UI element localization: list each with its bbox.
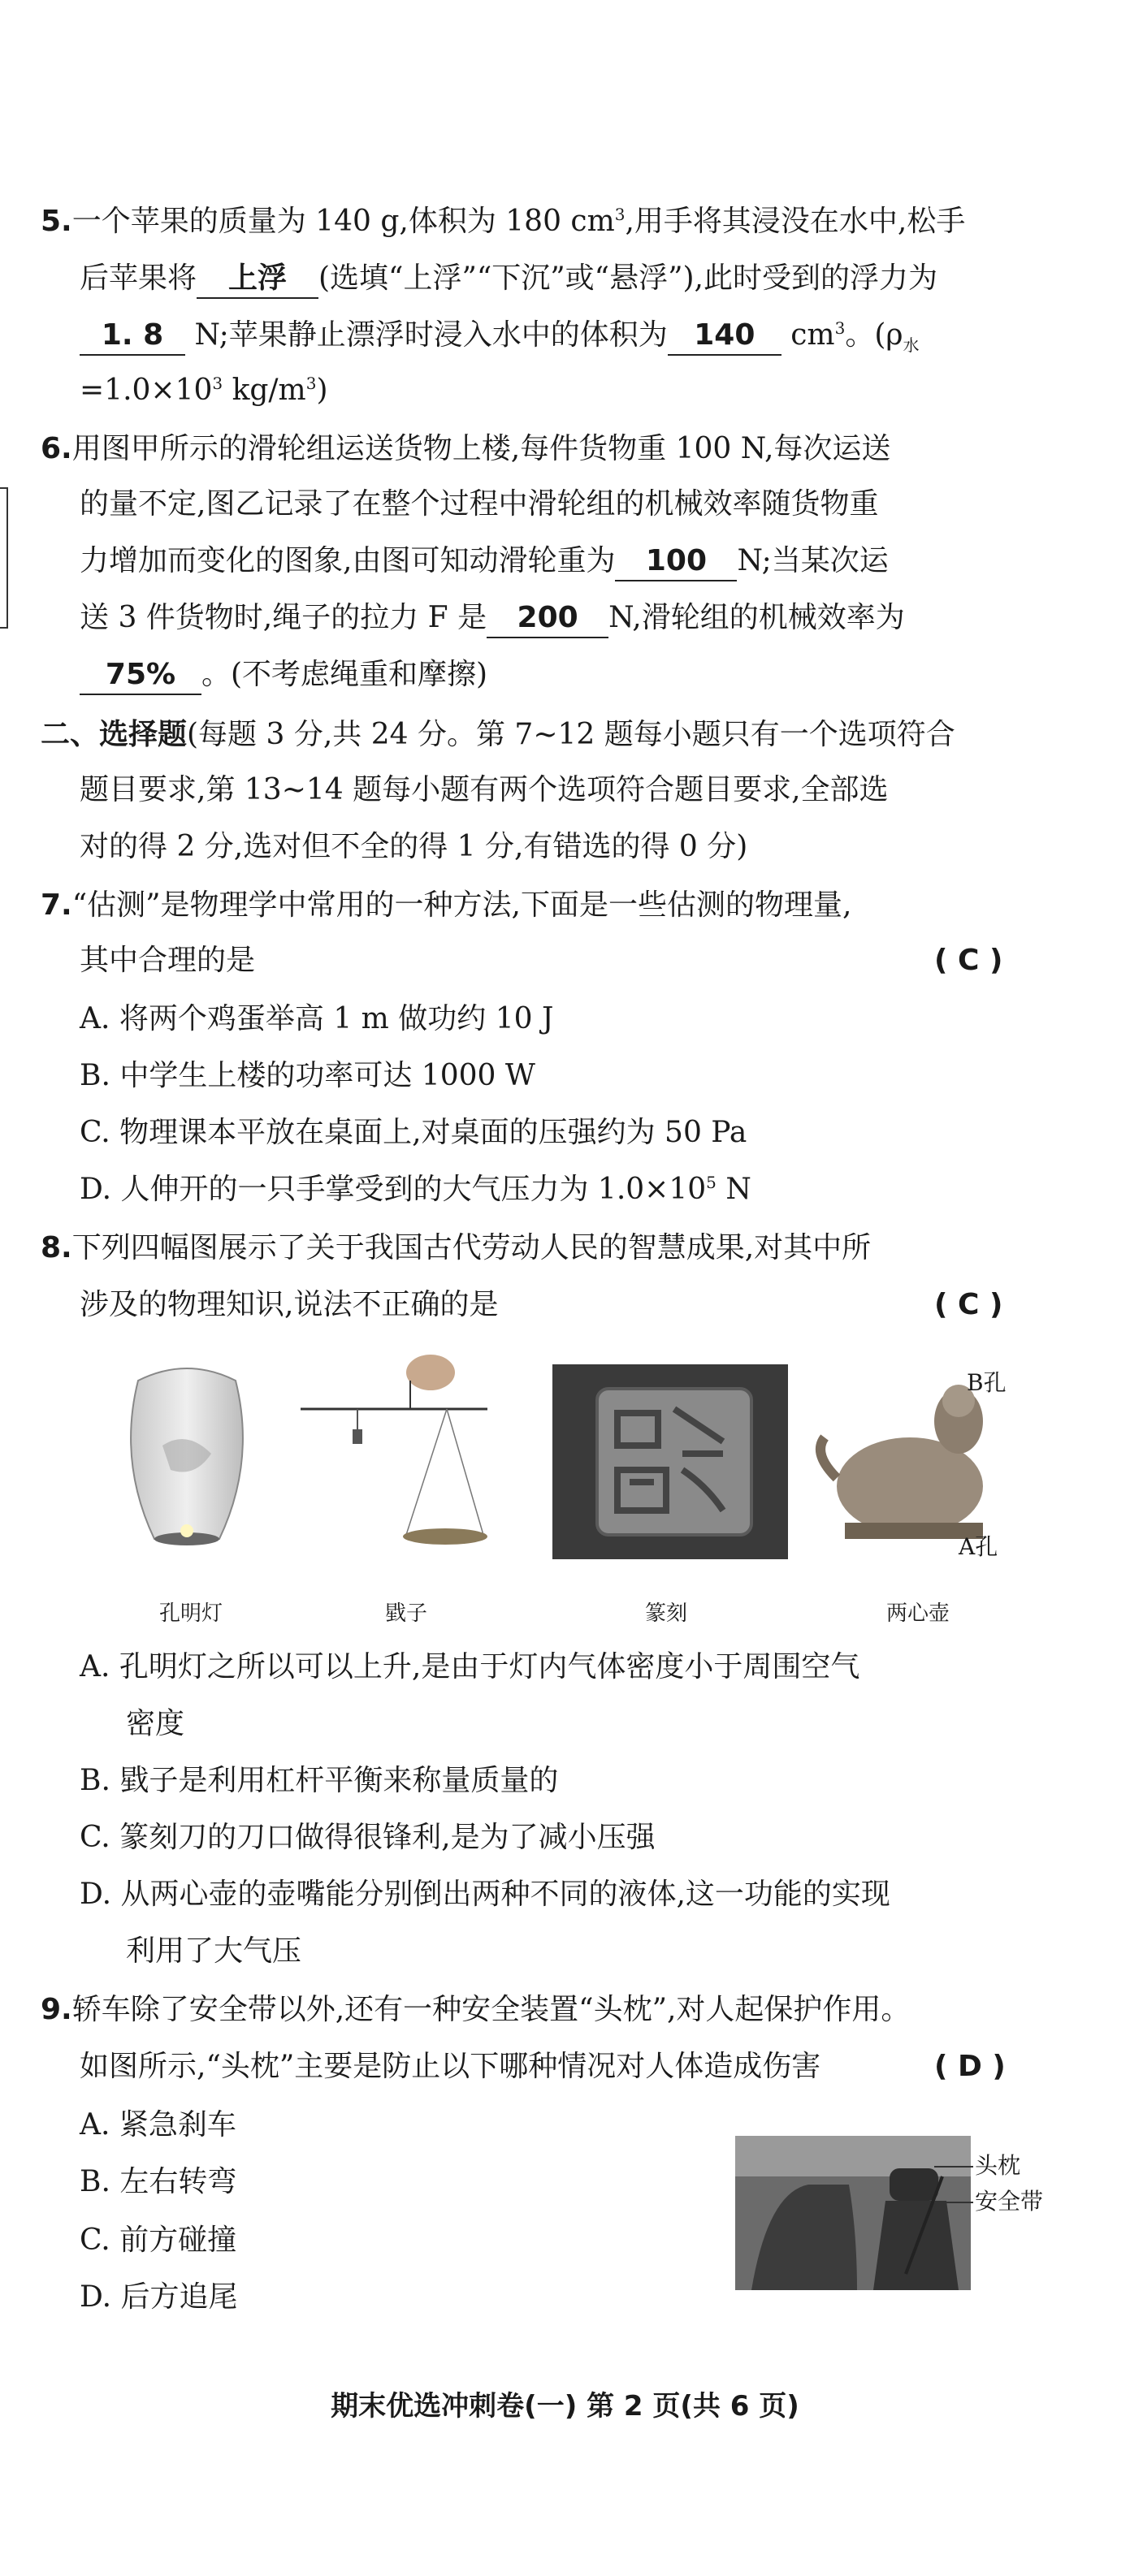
label-seatbelt: 安全带 — [975, 2188, 1044, 2215]
q9-answer: ( D ) — [934, 2050, 1006, 2083]
q8-number: 8. — [41, 1231, 72, 1264]
q7-option-b: B. 中学生上楼的功率可达 1000 W — [80, 1059, 535, 1092]
q7-answer: ( C ) — [934, 944, 1003, 977]
q6-answer-2: 200 — [487, 599, 608, 638]
q5-line2: 后苹果将 上浮 (选填“上浮”“下沉”或“悬浮”),此时受到的浮力为 — [80, 260, 937, 299]
q8-line1: 8.下列四幅图展示了关于我国古代劳动人民的智慧成果,对其中所 — [41, 1231, 872, 1264]
q9-option-b: B. 左右转弯 — [80, 2165, 237, 2198]
q9-option-d: D. 后方追尾 — [80, 2280, 238, 2314]
q6-answer-3: 75% — [80, 656, 201, 695]
q5-line1: 5.一个苹果的质量为 140 g,体积为 180 $cm^3$,用手将其浸没在水中,松手 — [41, 205, 966, 238]
q9-number: 9. — [41, 1993, 72, 2026]
q7-number: 7. — [41, 888, 72, 922]
q8-option-d-line1: D. 从两心壶的壶嘴能分别倒出两种不同的液体,这一功能的实现 — [80, 1878, 890, 1911]
q5-answer-1: 上浮 — [197, 260, 318, 299]
q7-option-d: D. 人伸开的一只手掌受到的大气压力为 $1.0\times 10^5$ N — [80, 1173, 751, 1206]
q8-option-b: B. 戥子是利用杠杆平衡来称量质量的 — [80, 1764, 559, 1797]
page-footer: 期末优选冲刺卷(一) 第 2 页(共 6 页) — [331, 2390, 799, 2423]
q5-line4: $=1.0\times 10^3$ $kg/m^3$) — [80, 374, 328, 407]
teapot-label-a-hole: A孔 — [959, 1533, 998, 1560]
caption-teapot: 两心壶 — [885, 1601, 950, 1626]
q6-answer-1: 100 — [615, 542, 737, 581]
q6-line5: 75% 。(不考虑绳重和摩擦) — [80, 656, 487, 695]
teapot-label-b-hole: B孔 — [967, 1369, 1007, 1396]
caption-seal: 篆刻 — [644, 1601, 687, 1626]
q7-option-c: C. 物理课本平放在桌面上,对桌面的压强约为 50 Pa — [80, 1116, 747, 1149]
section2-line3: 对的得 2 分,选对但不全的得 1 分,有错选的得 0 分) — [80, 830, 748, 863]
q6-line2: 的量不定,图乙记录了在整个过程中滑轮组的机械效率随货物重 — [80, 487, 879, 521]
caption-dengzi: 戥子 — [384, 1601, 427, 1626]
q8-option-a-line1: A. 孔明灯之所以可以上升,是由于灯内气体密度小于周围空气 — [80, 1650, 860, 1683]
q6-line1: 6.用图甲所示的滑轮组运送货物上楼,每件货物重 100 N,每次运送 — [41, 432, 891, 465]
q6-line4: 送 3 件货物时,绳子的拉力 F 是 200 N,滑轮组的机械效率为 — [80, 599, 905, 638]
section2-line2: 题目要求,第 13~14 题每小题有两个选项符合题目要求,全部选 — [80, 773, 889, 806]
q7-option-a: A. 将两个鸡蛋举高 1 m 做功约 10 J — [80, 1002, 554, 1035]
dengzi-balance-image — [292, 1348, 496, 1559]
q5-line3: 1. 8 N;苹果静止漂浮时浸入水中的体积为 140 $cm^3$。($\rho_水$ — [80, 317, 920, 356]
seal-carving-image — [552, 1364, 788, 1559]
q9-option-a: A. 紧急刹车 — [80, 2108, 236, 2142]
q8-option-d-line2: 利用了大气压 — [126, 1934, 302, 1968]
q5-answer-2: 1. 8 — [80, 317, 185, 356]
q9-line1: 9.轿车除了安全带以外,还有一种安全装置“头枕”,对人起保护作用。 — [41, 1993, 911, 2026]
q9-option-c: C. 前方碰撞 — [80, 2224, 237, 2257]
q5-number: 5. — [41, 205, 72, 238]
q5-answer-3: 140 — [668, 317, 781, 356]
q8-answer: ( C ) — [934, 1288, 1003, 1321]
two-heart-teapot-image — [812, 1372, 1024, 1551]
q6-line3: 力增加而变化的图象,由图可知动滑轮重为 100 N;当某次运 — [80, 542, 889, 581]
q8-option-a-line2: 密度 — [126, 1707, 185, 1740]
q9-line2: 如图所示,“头枕”主要是防止以下哪种情况对人体造成伤害 — [80, 2050, 821, 2083]
q8-line2: 涉及的物理知识,说法不正确的是 — [80, 1288, 499, 1321]
label-headrest: 头枕 — [975, 2152, 1021, 2179]
kongming-lantern-image — [114, 1364, 260, 1559]
q7-line2: 其中合理的是 — [80, 944, 256, 977]
q8-option-c: C. 篆刻刀的刀口做得很锋利,是为了减小压强 — [80, 1821, 656, 1854]
margin-bracket — [0, 487, 8, 629]
q6-number: 6. — [41, 432, 72, 465]
section2-line1: 二、选择题(每题 3 分,共 24 分。第 7~12 题每小题只有一个选项符合 — [41, 718, 955, 751]
section2-title: 二、选择题 — [41, 718, 188, 751]
q7-line1: 7.“估测”是物理学中常用的一种方法,下面是一些估测的物理量, — [41, 888, 852, 922]
caption-kongming: 孔明灯 — [158, 1601, 223, 1626]
